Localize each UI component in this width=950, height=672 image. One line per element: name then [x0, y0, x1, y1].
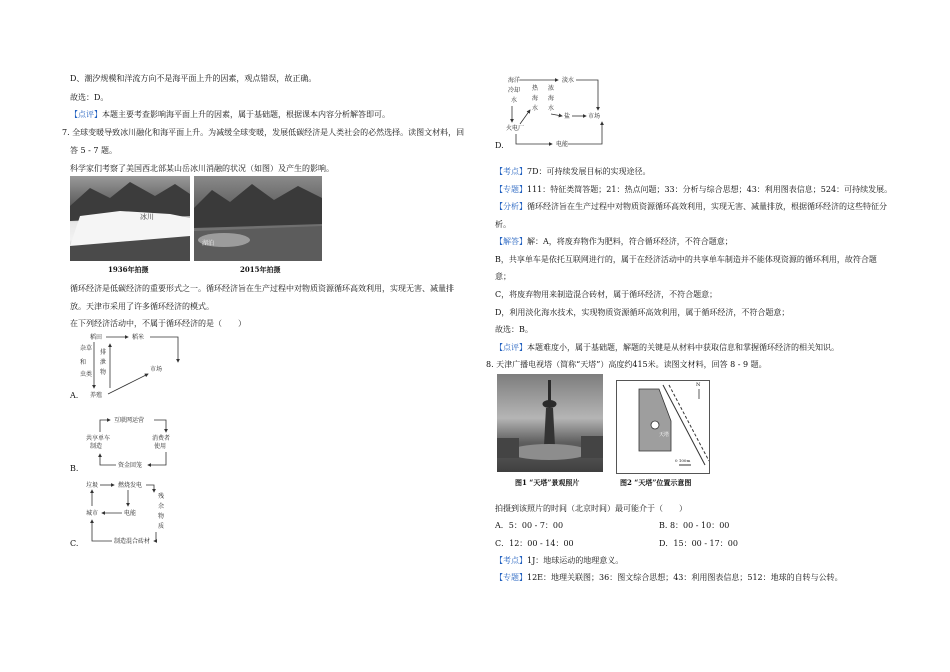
diagD-node-2: 盐: [564, 113, 571, 120]
question-7-line-1: 7. 全球变暖导致冰川融化和海平面上升。为减缓全球变暖，发展低碳经济是人类社会的必然选择。读图文材料，回: [62, 128, 465, 137]
fenxi-text: 循环经济旨在生产过程中对物质资源循环高效利用，实现无害、减量排放，根据循环经济的这些特征分: [527, 202, 887, 211]
glacier-photo-2015: [194, 176, 322, 261]
diagD-w2: 海: [532, 95, 539, 102]
answer-b-line: B，共享单车是依托互联网进行的，属于在经济活动中的共享单车制造并不能体现资源的循环利用，故符合题: [495, 255, 877, 264]
location-map: [616, 380, 710, 474]
diagD-x3: 水: [548, 105, 555, 112]
answer-c-line: C，将废弃物用来制造混合砖材，属于循环经济，不符合题意；: [495, 290, 718, 299]
diagD-x2: 海: [548, 95, 555, 102]
diagram-b: [82, 414, 182, 470]
option-b: B. 8：00 - 10：00: [659, 521, 730, 530]
kaodian-text: 7D：可持续发展目标的实现途径。: [527, 167, 651, 176]
zhuanti-2-line: [495, 573, 843, 583]
question-7-line-2: 答 5 - 7 题。: [70, 146, 118, 155]
diagD-v4: 却: [514, 87, 521, 94]
diagD-v5: 水: [511, 97, 518, 104]
diagC-node-1: 垃圾: [86, 482, 99, 489]
glacier-label: 冰川: [140, 213, 154, 221]
map-tower-label: 天塔: [659, 432, 670, 438]
kaodian-line: [495, 167, 651, 177]
diagC-node-3: 城市: [86, 510, 99, 517]
dianping-text: 本题难度小，属于基础题，解题的关键是从材料中获取信息和掌握循环经济的相关知识。: [527, 343, 839, 352]
option-d: D．15：00 - 17：00: [659, 539, 738, 548]
paragraph-line: 放。天津市采用了许多循环经济的模式。: [70, 302, 214, 311]
text-line: 故选：D。: [70, 93, 109, 102]
option-c-label: C.: [70, 539, 79, 548]
question-8-stem: 拍摄到该照片的时间（北京时间）最可能介于（ ）: [495, 504, 687, 513]
diagC-v4: 质: [158, 523, 165, 530]
zhuanti-2-text: 12E：地理关联图；36：图文综合思想；43：利用图表信息；512：地球的自转与公转。: [527, 573, 843, 582]
diagD-node-4: 火电厂: [506, 125, 525, 132]
kaodian-2-text: 1J：地球运动的地理意义。: [527, 556, 624, 565]
question-stem: 在下列经济活动中，不属于循环经济的是（ ）: [70, 319, 246, 328]
diagD-node-1: 淡水: [562, 77, 575, 84]
option-a: A．5：00 - 7：00: [495, 521, 564, 530]
diagC-v3: 物: [158, 513, 165, 520]
jieda-line: [495, 237, 733, 247]
diagC-node-4: 电能: [124, 510, 137, 517]
photo-caption-2015: 2015年拍摄: [240, 265, 281, 274]
zhuanti-2-tag: 【专题】: [495, 573, 527, 582]
answer-d-line: D，利用淡化海水技术，实现物质资源循环高效利用，属于循环经济，不符合题意；: [495, 308, 790, 317]
diagB-node-2: 共享单车: [86, 435, 111, 442]
zhuanti-line: [495, 185, 892, 195]
diagA-node-3: 市场: [150, 366, 163, 373]
diagA-v2: 和: [80, 359, 87, 366]
diagD-node-5: 电能: [556, 141, 569, 148]
diagB-node-3: 制造: [90, 443, 103, 450]
option-d-label: D.: [495, 141, 504, 150]
paragraph-line: 循环经济是低碳经济的重要形式之一。循环经济旨在生产过程中对物质资源循环高效利用，实现无害、减量排: [70, 284, 454, 293]
diagA-node-4: 养殖: [90, 392, 103, 399]
diagA-v5: 泄: [100, 359, 107, 366]
diagB-node-5: 使用: [154, 443, 167, 450]
fenxi-line: [495, 202, 887, 212]
photo-caption-1936: 1936年拍摄: [108, 265, 149, 274]
jieda-tag: 【解答】: [495, 237, 527, 246]
diagC-node-2: 燃烧发电: [118, 482, 143, 489]
text-line: D、潮汐规模和洋流方向不是海平面上升的因素，观点错误，故正确。: [70, 74, 317, 83]
figure-1-caption: 图1 “天塔”景观照片: [515, 478, 580, 487]
glacier-photo-1936: [70, 176, 190, 261]
figure-2-caption: 图2 “天塔”位置示意图: [620, 478, 692, 487]
option-a-label: A.: [70, 391, 79, 400]
diagA-node-1: 稻田: [90, 334, 103, 341]
jieda-text: 解：A，将废弃物作为肥料，符合循环经济，不符合题意；: [527, 237, 733, 246]
lake-label: 湖泊: [202, 240, 215, 247]
diagA-v3: 虫类: [80, 371, 93, 378]
diagD-node-3: 市场: [588, 113, 601, 120]
kaodian-2-tag: 【考点】: [495, 556, 527, 565]
question-7-line-3: 科学家们考察了美国西北部某山岳冰川消融的状况（如图）及产生的影响。: [70, 164, 334, 173]
diagC-node-5: 制造混合砖材: [114, 538, 151, 545]
diagB-node-6: 资金回笼: [118, 462, 143, 469]
diagA-v6: 物: [100, 369, 107, 376]
diagD-v2: 洋: [514, 77, 521, 84]
review-text: 本题主要考查影响海平面上升的因素，属于基础题，根据课本内容分析解答即可。: [102, 110, 390, 119]
north-arrow-label: N: [696, 382, 701, 388]
map-scale: 0 100m: [675, 458, 691, 463]
diagD-w1: 热: [532, 85, 539, 92]
dianping-line: [495, 343, 839, 353]
fenxi-line-2: 析。: [495, 220, 511, 229]
diagD-w3: 水: [532, 105, 539, 112]
kaodian-tag: 【考点】: [495, 167, 527, 176]
option-b-label: B.: [70, 464, 79, 473]
option-c: C．12：00 - 14：00: [495, 539, 574, 548]
tv-tower-photo: [497, 374, 603, 472]
diagA-v4: 排: [100, 349, 107, 356]
zhuanti-text: 111：特征类简答题；21：热点问题；33：分析与综合思想；43：利用图表信息；524：可持续发展。: [527, 185, 893, 194]
diagC-v1: 残: [158, 493, 165, 500]
fenxi-tag: 【分析】: [495, 202, 527, 211]
diagA-v1: 杂草: [80, 345, 93, 352]
diagram-a: [78, 332, 188, 400]
diagD-v1: 海: [508, 77, 515, 84]
dianping-tag: 【点评】: [495, 343, 527, 352]
zhuanti-tag: 【专题】: [495, 185, 527, 194]
question-8-line: 8. 天津广播电视塔（简称“天塔”）高度约415米。读图文材料，回答 8 - 9 题。: [486, 360, 767, 369]
review-line: [70, 110, 390, 120]
answer-choice: 故选：B。: [495, 325, 533, 334]
diagram-c: [82, 478, 182, 546]
kaodian-2-line: [495, 556, 623, 566]
diagC-v2: 余: [158, 503, 165, 510]
answer-b-line-2: 意；: [495, 272, 511, 281]
diagram-d: [506, 74, 610, 148]
diagB-node-4: 消费者: [152, 435, 171, 442]
diagD-x1: 浓: [548, 85, 555, 92]
diagA-node-2: 稻米: [132, 334, 145, 341]
diagD-v3: 冷: [508, 87, 515, 94]
diagB-node-1: 互联网运营: [114, 417, 145, 424]
review-tag: 【点评】: [70, 110, 102, 119]
